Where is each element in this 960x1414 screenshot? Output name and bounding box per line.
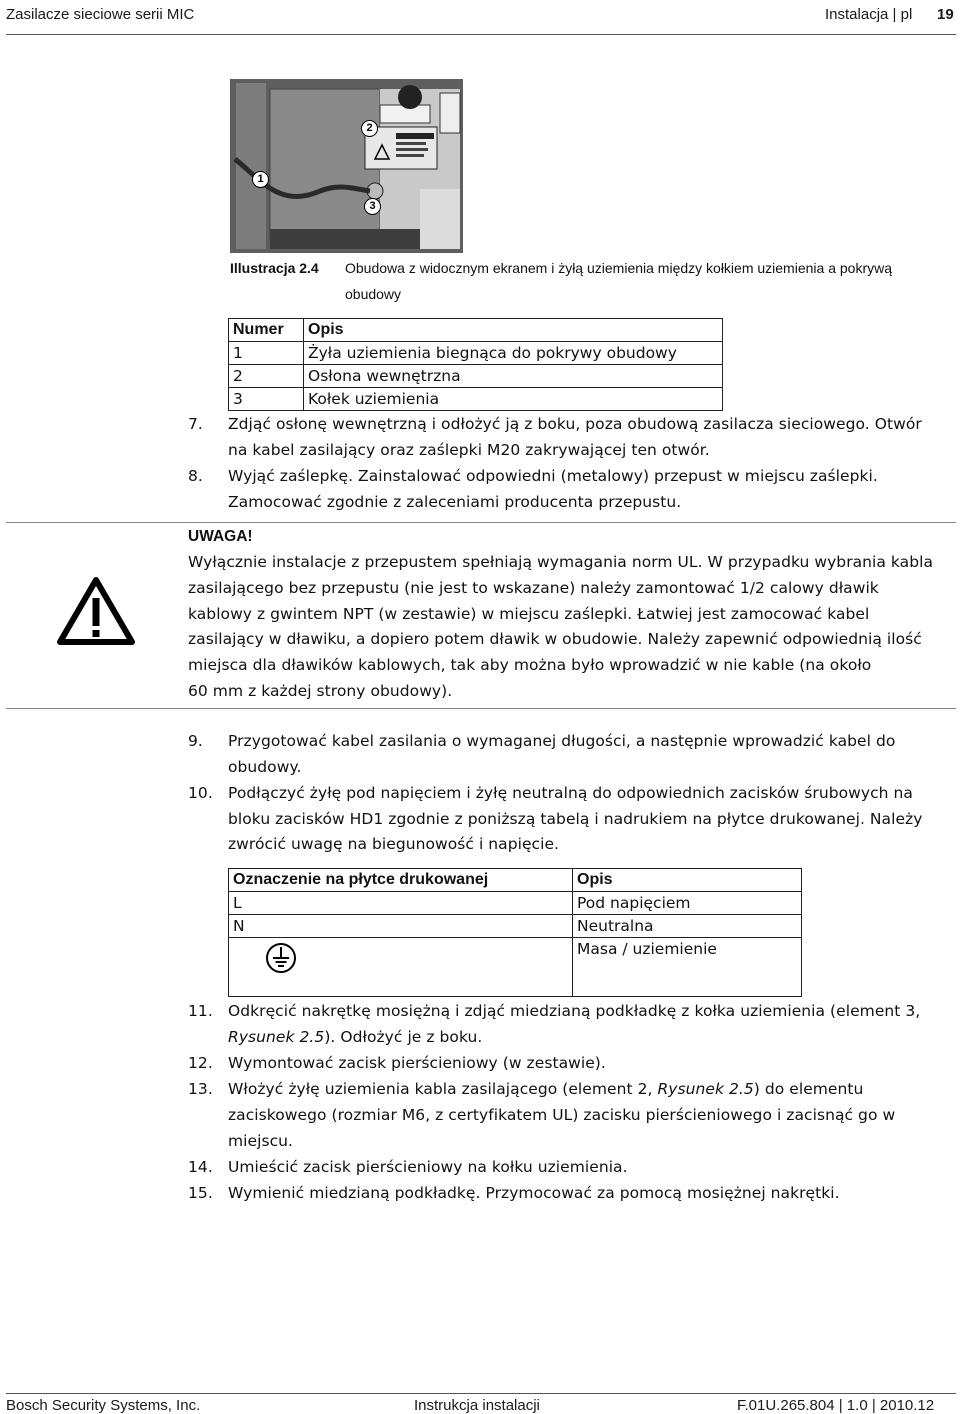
step-text: Odkręcić nakrętkę mosiężną i zdjąć miedzianą podkładkę z kołka uziemienia (element 3, bbox=[228, 1002, 921, 1020]
notice-top-rule bbox=[6, 522, 956, 523]
enclosure-illustration bbox=[230, 79, 463, 253]
notice-line: kablowy z gwintem NPT (w zestawie) w miejscu zaślepki. Łatwiej jest zamocować kabel bbox=[188, 605, 870, 623]
table-row bbox=[229, 915, 802, 938]
running-header-title: Zasilacze sieciowe serii MIC bbox=[6, 6, 195, 23]
figure-caption-line2: obudowy bbox=[345, 286, 402, 302]
step-text-part: ) do elementu bbox=[753, 1080, 864, 1098]
table-cell: Żyła uziemienia biegnąca do pokrywy obudowy bbox=[304, 342, 723, 365]
figure-reference: Rysunek 2.5 bbox=[657, 1080, 754, 1098]
step-text: miejscu. bbox=[228, 1132, 293, 1150]
step-number: 15. bbox=[188, 1184, 213, 1202]
step-number: 9. bbox=[188, 732, 203, 750]
step-text: Wymienić miedzianą podkładkę. Przymocować za pomocą mosiężnej nakrętki. bbox=[228, 1184, 840, 1202]
step-text: zwrócić uwagę na biegunowość i napięcie. bbox=[228, 835, 560, 853]
step-text: na kabel zasilający oraz zaślepki M20 zakrywającej ten otwór. bbox=[228, 441, 710, 459]
callout-3: 3 bbox=[364, 198, 381, 215]
table-cell: 2 bbox=[229, 365, 304, 388]
step-number: 7. bbox=[188, 415, 203, 433]
step-text-part: Włożyć żyłę uziemienia kabla zasilającego (element 2, bbox=[228, 1080, 658, 1098]
protective-earth-icon bbox=[265, 942, 297, 974]
step-text-part: ). Odłożyć je z boku. bbox=[324, 1028, 483, 1046]
step-number: 13. bbox=[188, 1080, 213, 1098]
table-cell: Osłona wewnętrzna bbox=[304, 365, 723, 388]
footer-doc-code: F.01U.265.804 | 1.0 | 2010.12 bbox=[737, 1397, 935, 1414]
header-rule bbox=[6, 34, 956, 35]
table-header-cell: Opis bbox=[304, 319, 723, 342]
page-number: 19 bbox=[937, 6, 954, 23]
step-text bbox=[228, 1024, 956, 1050]
step-number: 12. bbox=[188, 1054, 213, 1072]
table-header-cell: Numer bbox=[229, 319, 304, 342]
step-text: Podłączyć żyłę pod napięciem i żyłę neutralną do odpowiednich zacisków śrubowych na bbox=[228, 784, 913, 802]
table-row bbox=[229, 388, 723, 411]
table-cell: Pod napięciem bbox=[573, 892, 802, 915]
table-header-row bbox=[229, 319, 723, 342]
step-number: 14. bbox=[188, 1158, 213, 1176]
callout-2: 2 bbox=[361, 120, 378, 137]
step-text: obudowy. bbox=[228, 758, 302, 776]
figure-label: Illustracja 2.4 bbox=[230, 260, 319, 276]
step-text: zaciskowego (rozmiar M6, z certyfikatem UL) zacisku pierścieniowego i zacisnąć go w bbox=[228, 1106, 896, 1124]
step-number: 8. bbox=[188, 467, 203, 485]
table-header-cell: Opis bbox=[573, 869, 802, 892]
footer-rule bbox=[6, 1393, 956, 1394]
step-text: Zdjąć osłonę wewnętrzną i odłożyć ją z boku, poza obudową zasilacza sieciowego. Otwór bbox=[228, 415, 922, 433]
notice-line: zasilający w dławiku, a dopiero potem dławik w obudowie. Należy zapewnić odpowiednią ilość bbox=[188, 630, 922, 648]
notice-title: UWAGA! bbox=[188, 528, 253, 545]
notice-line: miejsca dla dławików kablowych, tak aby można było wprowadzić w nie kable (na około bbox=[188, 656, 872, 674]
step-number: 10. bbox=[188, 784, 213, 802]
table-cell bbox=[229, 938, 573, 997]
footer-company: Bosch Security Systems, Inc. bbox=[6, 1397, 201, 1414]
footer-doc-title: Instrukcja instalacji bbox=[414, 1397, 540, 1414]
table-header-row bbox=[229, 869, 802, 892]
step-text: Przygotować kabel zasilania o wymaganej długości, a następnie wprowadzić kabel do bbox=[228, 732, 896, 750]
table-cell: N bbox=[229, 915, 573, 938]
step-number: 11. bbox=[188, 1002, 213, 1020]
warning-triangle-icon bbox=[56, 576, 136, 650]
table-cell: 1 bbox=[229, 342, 304, 365]
table-row bbox=[229, 365, 723, 388]
step-text: Umieścić zacisk pierścieniowy na kołku uziemienia. bbox=[228, 1158, 628, 1176]
callout-table bbox=[228, 318, 723, 411]
notice-bottom-rule bbox=[6, 708, 956, 709]
table-cell: 3 bbox=[229, 388, 304, 411]
enclosure-photo bbox=[230, 79, 463, 253]
table-cell: L bbox=[229, 892, 573, 915]
step-text: Wymontować zacisk pierścieniowy (w zestawie). bbox=[228, 1054, 606, 1072]
step-text: bloku zacisków HD1 zgodnie z poniższą tabelą i nadrukiem na płytce drukowanej. Należy bbox=[228, 810, 923, 828]
table-row bbox=[229, 342, 723, 365]
step-text: Zamocować zgodnie z zaleceniami producenta przepustu. bbox=[228, 493, 682, 511]
table-row bbox=[229, 892, 802, 915]
notice-line: zasilającego bez przepustu (nie jest to wskazane) należy zamontować 1/2 calowy dławik bbox=[188, 579, 879, 597]
figure-caption-line1: Obudowa z widocznym ekranem i żyłą uziemienia między kołkiem uziemienia a pokrywą bbox=[345, 260, 892, 276]
table-cell: Masa / uziemienie bbox=[573, 938, 802, 997]
step-text bbox=[228, 1076, 956, 1102]
running-header-section: Instalacja | pl bbox=[825, 6, 913, 23]
notice-line: 60 mm z każdej strony obudowy). bbox=[188, 682, 453, 700]
table-header-cell: Oznaczenie na płytce drukowanej bbox=[229, 869, 573, 892]
notice-line: Wyłącznie instalacje z przepustem spełniają wymagania norm UL. W przypadku wybrania kabla bbox=[188, 553, 934, 571]
figure-reference: Rysunek 2.5 bbox=[228, 1028, 325, 1046]
terminal-table bbox=[228, 868, 802, 997]
step-text: Wyjąć zaślepkę. Zainstalować odpowiedni (metalowy) przepust w miejscu zaślepki. bbox=[228, 467, 878, 485]
table-row bbox=[229, 938, 802, 997]
table-cell: Kołek uziemienia bbox=[304, 388, 723, 411]
table-cell: Neutralna bbox=[573, 915, 802, 938]
callout-1: 1 bbox=[252, 171, 269, 188]
